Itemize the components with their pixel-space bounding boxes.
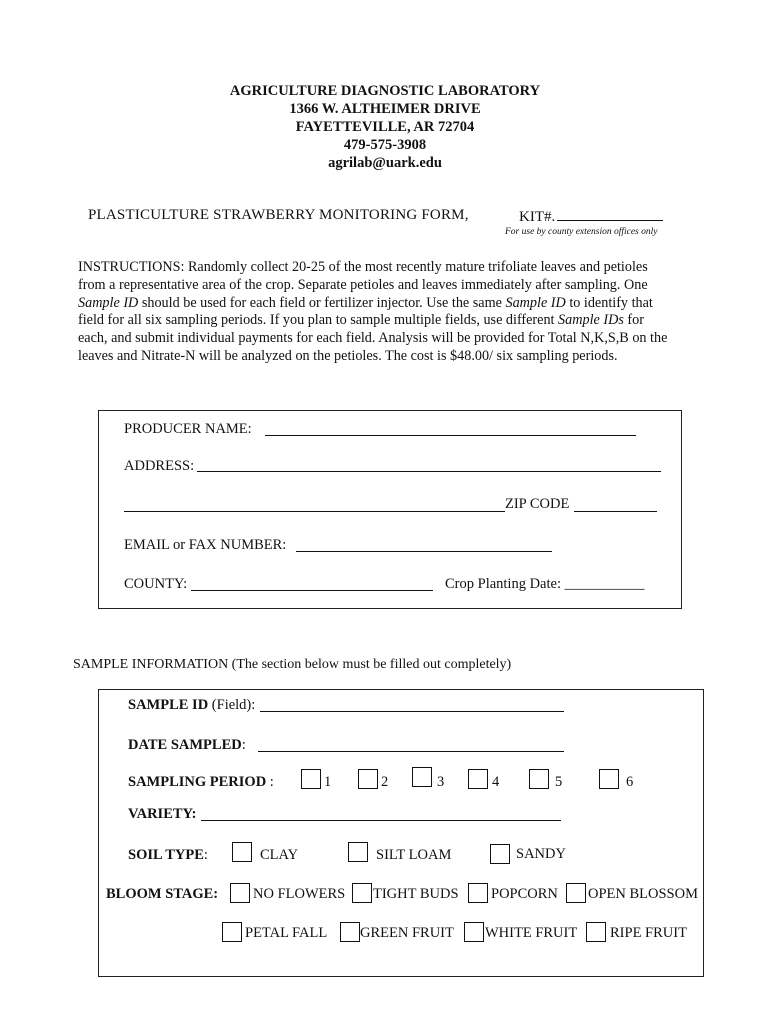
instructions-emphasis: Sample IDs	[558, 312, 624, 329]
bloom-tight-buds-label: TIGHT BUDS	[373, 886, 459, 902]
lab-email: agrilab@uark.edu	[328, 155, 442, 171]
period-4-checkbox[interactable]	[468, 769, 488, 789]
period-1-label: 1	[324, 774, 332, 790]
sampling-period-label-rest: :	[266, 774, 274, 790]
zip-code-label: ZIP CODE	[505, 496, 570, 512]
bloom-petal-fall-label: PETAL FALL	[245, 925, 328, 941]
bloom-ripe-fruit-checkbox[interactable]	[586, 922, 606, 942]
sampling-period-label-bold: SAMPLING PERIOD	[128, 774, 267, 790]
period-6-checkbox[interactable]	[599, 769, 619, 789]
period-1-checkbox[interactable]	[301, 769, 321, 789]
soil-sandy-checkbox[interactable]	[490, 844, 510, 864]
bloom-popcorn-label: POPCORN	[491, 886, 558, 902]
period-2-label: 2	[381, 774, 389, 790]
period-2-checkbox[interactable]	[358, 769, 378, 789]
crop-planting-date-field[interactable]: Crop Planting Date: ___________	[445, 576, 645, 592]
lab-street: 1366 W. ALTHEIMER DRIVE	[289, 101, 481, 117]
soil-clay-checkbox[interactable]	[232, 842, 252, 862]
address-label: ADDRESS:	[124, 458, 195, 474]
date-sampled-label-rest: :	[241, 737, 246, 753]
date-sampled-field[interactable]	[258, 751, 564, 752]
sample-id-label-rest: (Field):	[208, 697, 256, 713]
lab-phone: 479-575-3908	[343, 137, 427, 153]
instructions-text: for each, and submit individual payments for each field. Analysis will be provided for Total N,K,S,B on the leaves and Nitrate-N will be analyzed on the petioles. The cost is $48.00/ six sampling periods.	[78, 312, 668, 364]
soil-type-label-rest: :	[203, 847, 208, 863]
sample-id-label	[128, 697, 255, 714]
bloom-open-blossom-checkbox[interactable]	[566, 883, 586, 903]
form-title: PLASTICULTURE STRAWBERRY MONITORING FORM,	[88, 207, 469, 223]
zip-code-field[interactable]	[574, 511, 657, 512]
instructions-text: to identify that field for all six sampling periods. If you plan to sample multiple fields, use different	[78, 294, 653, 329]
sample-id-label-bold: SAMPLE ID	[128, 697, 209, 713]
producer-name-label: PRODUCER NAME:	[124, 421, 252, 437]
kit-number-field[interactable]	[519, 207, 663, 226]
email-fax-label: EMAIL or FAX NUMBER:	[124, 537, 287, 553]
instructions-emphasis: Sample ID	[78, 294, 139, 311]
period-3-checkbox[interactable]	[412, 767, 432, 787]
bloom-green-fruit-label: GREEN FRUIT	[360, 925, 454, 941]
lab-name: AGRICULTURE DIAGNOSTIC LABORATORY	[229, 83, 541, 99]
period-3-label: 3	[437, 774, 445, 790]
instructions-text: should be used for each field or fertilizer injector. Use the same	[138, 294, 506, 311]
bloom-ripe-fruit-label: RIPE FRUIT	[610, 925, 687, 941]
county-label: COUNTY:	[124, 576, 188, 592]
soil-type-label-bold: SOIL TYPE	[128, 847, 204, 863]
variety-field[interactable]	[201, 820, 561, 821]
instructions-text: INSTRUCTIONS: Randomly collect 20-25 of the most recently mature trifoliate leaves and petioles from a representative area of the crop. Separate petioles and leaves immediately after sampling. One	[78, 259, 648, 293]
bloom-white-fruit-checkbox[interactable]	[464, 922, 484, 942]
bloom-tight-buds-checkbox[interactable]	[352, 883, 372, 903]
instructions-emphasis: Sample ID	[505, 294, 566, 311]
bloom-popcorn-checkbox[interactable]	[468, 883, 488, 903]
sample-info-title: SAMPLE INFORMATION (The section below must be filled out completely)	[73, 657, 512, 672]
bloom-stage-label: BLOOM STAGE:	[106, 886, 219, 902]
sampling-period-label	[128, 774, 274, 791]
variety-label: VARIETY:	[128, 806, 197, 822]
kit-label: KIT#.	[519, 209, 556, 225]
bloom-open-blossom-label: OPEN BLOSSOM	[588, 886, 698, 902]
bloom-green-fruit-checkbox[interactable]	[340, 922, 360, 942]
lab-header	[0, 82, 770, 172]
soil-type-label	[128, 847, 208, 864]
period-5-checkbox[interactable]	[529, 769, 549, 789]
producer-name-field[interactable]	[265, 435, 636, 436]
soil-silt-loam-checkbox[interactable]	[348, 842, 368, 862]
date-sampled-label	[128, 737, 246, 754]
bloom-white-fruit-label: WHITE FRUIT	[485, 925, 578, 941]
address-line2-field[interactable]	[124, 511, 505, 512]
sample-id-field[interactable]	[260, 711, 564, 712]
period-6-label: 6	[626, 774, 634, 790]
bloom-no-flowers-checkbox[interactable]	[230, 883, 250, 903]
period-4-label: 4	[492, 774, 500, 790]
bloom-no-flowers-label: NO FLOWERS	[253, 886, 346, 902]
lab-city: FAYETTEVILLE, AR 72704	[295, 119, 475, 135]
county-field[interactable]	[191, 590, 433, 591]
period-5-label: 5	[555, 774, 563, 790]
instructions-paragraph	[78, 259, 676, 366]
address-field[interactable]	[197, 471, 661, 472]
bloom-petal-fall-checkbox[interactable]	[222, 922, 242, 942]
date-sampled-label-bold: DATE SAMPLED	[128, 737, 242, 753]
soil-clay-label: CLAY	[260, 847, 299, 863]
kit-number-line[interactable]	[557, 207, 663, 221]
email-fax-field[interactable]	[296, 551, 552, 552]
soil-silt-loam-label: SILT LOAM	[376, 847, 452, 863]
soil-sandy-label: SANDY	[516, 846, 566, 862]
kit-note: For use by county extension offices only	[505, 227, 658, 237]
